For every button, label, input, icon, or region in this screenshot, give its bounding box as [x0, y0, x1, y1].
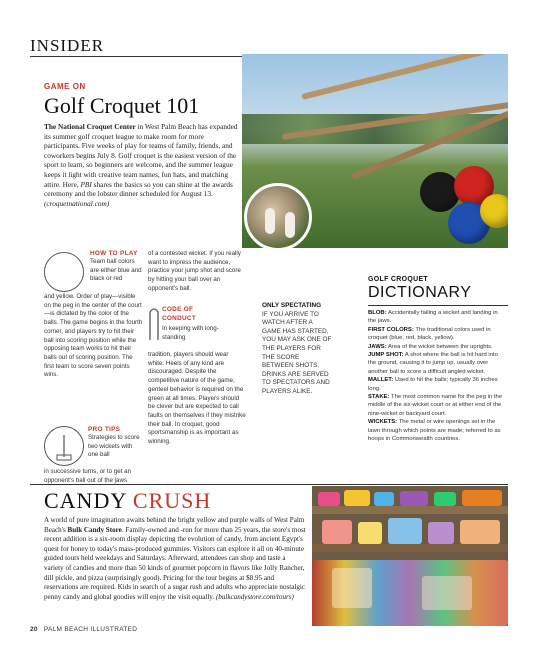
only-spectating-heading: ONLY SPECTATING	[262, 302, 322, 309]
dictionary-title: DICTIONARY	[368, 284, 472, 301]
dictionary-entry: JUMP SHOT: A shot where the ball is hit hard into the ground, causing it to jump up, usually over another ball to score a difficult angled wicket.	[368, 352, 498, 375]
section-rule	[30, 484, 508, 485]
candy-store-name: Bulk Candy Store	[67, 525, 122, 534]
pro-tips-continued: of a contested wicket. If you really want to impress the audience, practice your jump shot and score by hitting your ball over an opponent's ball.	[148, 250, 241, 292]
code-of-conduct-heading: CODE OF CONDUCT	[162, 306, 197, 322]
dictionary-label: GOLF CROQUET	[368, 276, 428, 283]
dictionary-entry: BLOB: Accidentally failing a wicket and landing in the jaws.	[368, 310, 498, 325]
page-number: 20	[30, 626, 38, 633]
pro-tips-text-cont: in successive turns, or to get an opponent's ball out of the jaws	[44, 468, 132, 484]
dictionary-rule	[368, 305, 508, 306]
intro-lead: The National Croquet Center	[44, 122, 136, 131]
candy-title: CANDY CRUSH	[44, 488, 212, 513]
intro-url: (croquetnational.com)	[44, 198, 110, 208]
dictionary-entry: STAKE: The most common name for the peg in the middle of the six-wicket court or at either end of the nine-wicket or backyard court.	[368, 394, 503, 417]
dictionary-list	[368, 309, 504, 444]
code-of-conduct-text: In keeping with long-standing	[162, 325, 219, 341]
dictionary-entry: MALLET: Used to hit the balls; typically 36 inches long.	[368, 377, 498, 392]
only-spectating-text: IF YOU ARRIVE TO WATCH AFTER A GAME HAS STARTED, YOU MAY ASK ONE OF THE PLAYERS FOR THE SCORE BETWEEN SHOTS. DRINKS ARE SERVED TO SPECTATORS AND PLAYERS ALIKE.	[262, 310, 332, 395]
dictionary-entry: FIRST COLORS: The traditional colors used in croquet (blue, red, black, yellow).	[368, 326, 491, 342]
dictionary-entry: WICKETS: The metal or wire openings set in the lawn through which points are made; referred to as hoops in Commonwealth countries.	[368, 419, 501, 443]
how-to-play-heading: HOW TO PLAY	[90, 250, 138, 257]
candy-paragraph: A world of pure imagination awaits behind the bright yellow and purple walls of West Palm Beach's Bulk Candy Store. Family-owned and -run for more than 25 years, the store's most recent addition is a six-room display depicting the evolution of candy, from ancient Egypt's quest for honey to today's mass-produced gummies. Visitors can explore it all on 40-minute guided tours held weekdays and Saturdays. Afterward, attendees can shop and taste a variety of candies and more than 50 kinds of gourmet popcorn in flavors like Jolly Rancher, dill pickle, and pizza (surprisingly good). Pricing for the tour begins at $8.95 and reservations are required. Kids in search of a sugar rush and adults who appreciate nostalgic penny candy and global goodies will enjoy the visit equally. (bulkcandystore.com/tours)	[44, 516, 306, 601]
candy-url: (bulkcandystore.com/tours)	[215, 592, 294, 601]
how-to-play-text-cont: and yellow. Order of play—visible on the peg in the center of the court—is dictated by the color of the balls. The game begins in the fourth corner, and players try to hit their ball into scoring position while the opposing team works to hit their balls out of scoring position. The first team to score seven points wins.	[44, 293, 143, 379]
dictionary-entry: JAWS: Area of the wicket between the uprights.	[368, 343, 493, 350]
how-to-play-text: Team ball colors are either blue and black or red	[90, 258, 142, 283]
croquet-ball-icon	[44, 252, 84, 292]
pro-tips-text: Strategies to score two wickets with one ball	[88, 434, 140, 459]
only-spectating-box	[262, 302, 332, 397]
intro-text-end: shares the basics so you can shine at the awards ceremony and the lobster dinner scheduled for August 13.	[44, 179, 233, 199]
pro-tips-heading: PRO TIPS	[88, 426, 121, 433]
code-of-conduct-text-cont: tradition, players should wear white. Heels of any kind are discouraged. Despite the competitive nature of the game, genteel behavior is required on the green at all times. Players should be clever but are expected to call faults on themselves if they mistrike their ball. In croquet, good sportsmanship is as important as winning.	[148, 351, 246, 446]
wicket-icon	[148, 306, 160, 342]
article-title: Golf Croquet 101	[44, 93, 200, 118]
page-footer	[30, 626, 137, 633]
mallet-icon	[44, 426, 84, 466]
section-header: INSIDER	[30, 36, 105, 55]
intro-pbi: PBI	[80, 179, 92, 189]
magazine-name: PALM BEACH ILLUSTRATED	[43, 626, 138, 633]
kicker: GAME ON	[44, 82, 86, 91]
players-photo	[244, 183, 312, 251]
intro-text: in West Palm Beach has expanded its summer golf croquet league to make room for more participants. Five weeks of play for teams of family, friends, and coworkers begins July 8. Golf croquet is the easiest version of the sport to learn, so beginners are welcome, and the summer league keeps it light with creative team names, fun hats, and matching attire. Here,	[44, 122, 238, 189]
candy-store-photo	[312, 486, 508, 626]
intro-paragraph	[44, 122, 238, 208]
